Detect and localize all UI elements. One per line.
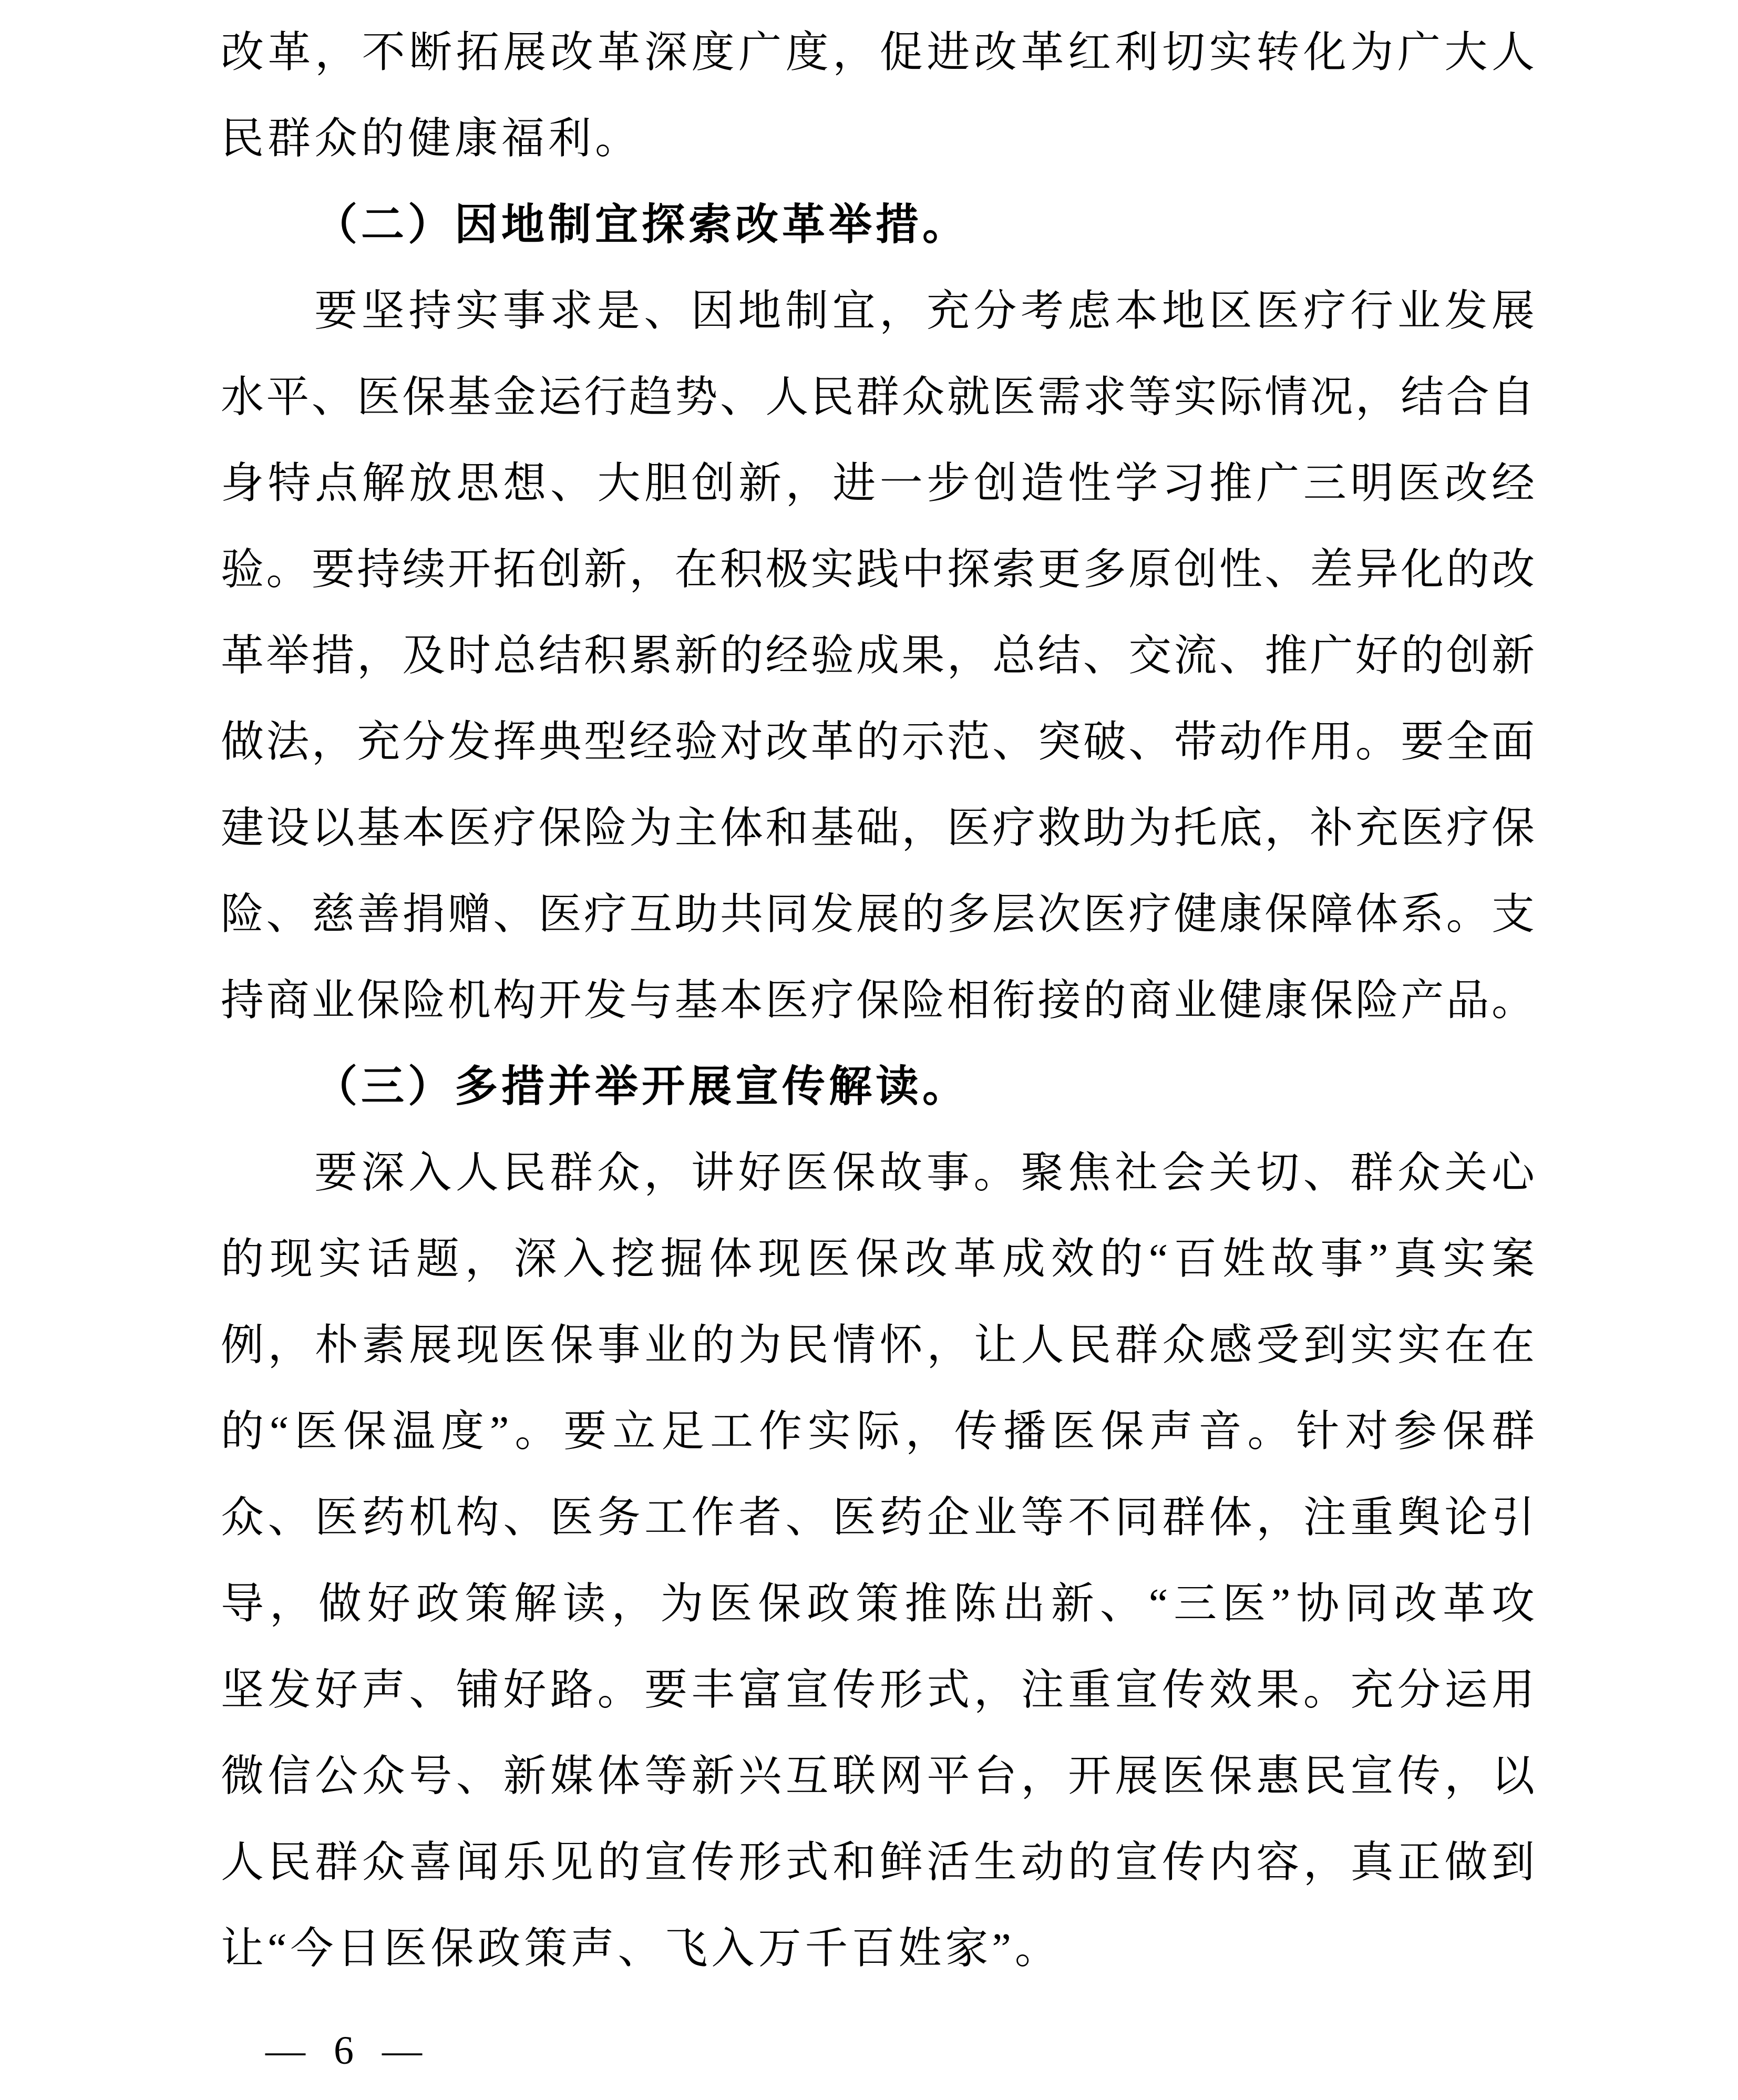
body-text-line: 的“医保温度”。要立足工作实际，传播医保声音。针对参保群 [221,1407,1535,1455]
document-body [221,9,1535,1992]
body-text-line: 险、慈善捐赠、医疗互助共同发展的多层次医疗健康保障体系。支 [221,890,1535,938]
footer-dash-right: — [382,2029,422,2073]
page-footer [265,2024,422,2077]
body-text-line: 人民群众喜闻乐见的宣传形式和鲜活生动的宣传内容，真正做到 [221,1838,1535,1886]
body-text-line: 做法，充分发挥典型经验对改革的示范、突破、带动作用。要全面 [221,718,1535,766]
body-text-line: 持商业保险机构开发与基本医疗保险相衔接的商业健康保险产品。 [221,976,1535,1024]
body-text-line: 要坚持实事求是、因地制宜，充分考虑本地区医疗行业发展 [314,287,1535,335]
body-text-line: 身特点解放思想、大胆创新，进一步创造性学习推广三明医改经 [221,459,1535,507]
body-text-line: 要深入人民群众，讲好医保故事。聚焦社会关切、群众关心 [314,1149,1535,1197]
page-number: 6 [334,2029,354,2073]
body-text-line: 改革，不断拓展改革深度广度，促进改革红利切实转化为广大人 [221,28,1535,76]
body-text-line: 让“今日医保政策声、飞入万千百姓家”。 [221,1924,1062,1972]
body-text-line: 验。要持续开拓创新，在积极实践中探索更多原创性、差异化的改 [221,545,1535,593]
body-text-line: 微信公众号、新媒体等新兴互联网平台，开展医保惠民宣传，以 [221,1752,1535,1800]
section-heading-line: （三）多措并举开展宣传解读。 [314,1063,970,1110]
body-text-line: 水平、医保基金运行趋势、人民群众就医需求等实际情况，结合自 [221,373,1535,421]
body-text-line: 建设以基本医疗保险为主体和基础，医疗救助为托底，补充医疗保 [221,804,1535,852]
footer-dash-left: — [265,2029,305,2073]
body-text-line: 革举措，及时总结积累新的经验成果，总结、交流、推广好的创新 [221,632,1535,680]
body-text-line: 民群众的健康福利。 [221,115,642,162]
body-text-line: 例，朴素展现医保事业的为民情怀，让人民群众感受到实实在在 [221,1321,1535,1369]
body-text-line: 导，做好政策解读，为医保政策推陈出新、“三医”协同改革攻 [221,1580,1535,1628]
body-text-line: 的现实话题，深入挖掘体现医保改革成效的“百姓故事”真实案 [221,1235,1535,1283]
section-heading-line: （二）因地制宜探索改革举措。 [314,201,970,249]
body-text-line: 众、医药机构、医务工作者、医药企业等不同群体，注重舆论引 [221,1494,1535,1541]
body-text-line: 坚发好声、铺好路。要丰富宣传形式，注重宣传效果。充分运用 [221,1666,1535,1714]
